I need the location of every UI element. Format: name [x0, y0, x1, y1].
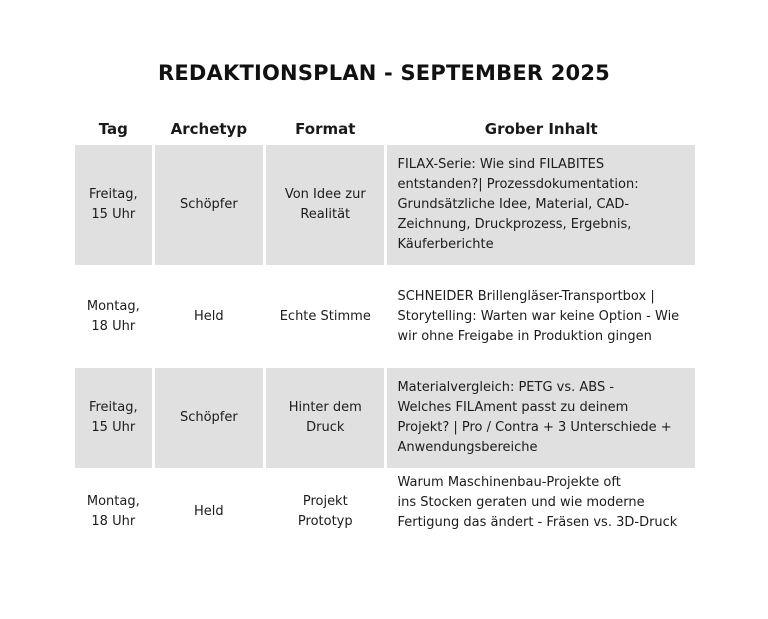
cell-format: Projekt Prototyp	[297, 494, 353, 529]
cell-inhalt: FILAX-Serie: Wie sind FILABITES entstanden?| Prozessdokumentation: Grundsätzliche Idee, Material, CAD- Zeichnung, Druckprozess, Ergebnis, Käuferberichte	[387, 145, 695, 265]
content-plan-table	[75, 113, 695, 556]
cell-inhalt: Materialvergleich: PETG vs. ABS - Welches FILAment passt zu deinem Projekt? | Pro / Contra + 3 Unterschiede + Anwendungsbereiche	[387, 368, 695, 468]
table-row	[75, 268, 695, 365]
cell-inhalt: Warum Maschinenbau-Projekte oft ins Stocken geraten und wie moderne Fertigung das ändert - Fräsen vs. 3D-Druck	[397, 475, 678, 530]
page-title: REDAKTIONSPLAN - SEPTEMBER 2025	[157, 61, 610, 85]
cell-format: Echte Stimme	[279, 308, 371, 324]
cell-archetyp: Held	[194, 308, 224, 324]
table-row	[75, 368, 695, 468]
table-row	[75, 145, 695, 265]
cell-format: Von Idee zur Realität	[266, 145, 384, 265]
table-header	[75, 113, 695, 145]
cell-tag: Freitag, 15 Uhr	[75, 368, 152, 468]
cell-archetyp: Schöpfer	[155, 145, 263, 265]
column-header-inhalt: Grober Inhalt	[484, 120, 598, 138]
column-header-archetyp: Archetyp	[170, 120, 248, 138]
column-header-format: Format	[295, 120, 356, 138]
cell-tag: Freitag, 15 Uhr	[75, 145, 152, 265]
cell-archetyp: Schöpfer	[155, 368, 263, 468]
cell-tag: Montag, 18 Uhr	[86, 298, 140, 334]
cell-tag: Montag, 18 Uhr	[86, 494, 140, 529]
cell-format: Hinter dem Druck	[266, 368, 384, 468]
cell-inhalt: SCHNEIDER Brillengläser-Transportbox | Storytelling: Warten war keine Option - Wie wir ohne Freigabe in Produktion gingen	[397, 288, 680, 344]
cell-archetyp: Held	[194, 504, 224, 519]
column-header-tag: Tag	[98, 120, 128, 138]
table-row	[75, 471, 695, 553]
